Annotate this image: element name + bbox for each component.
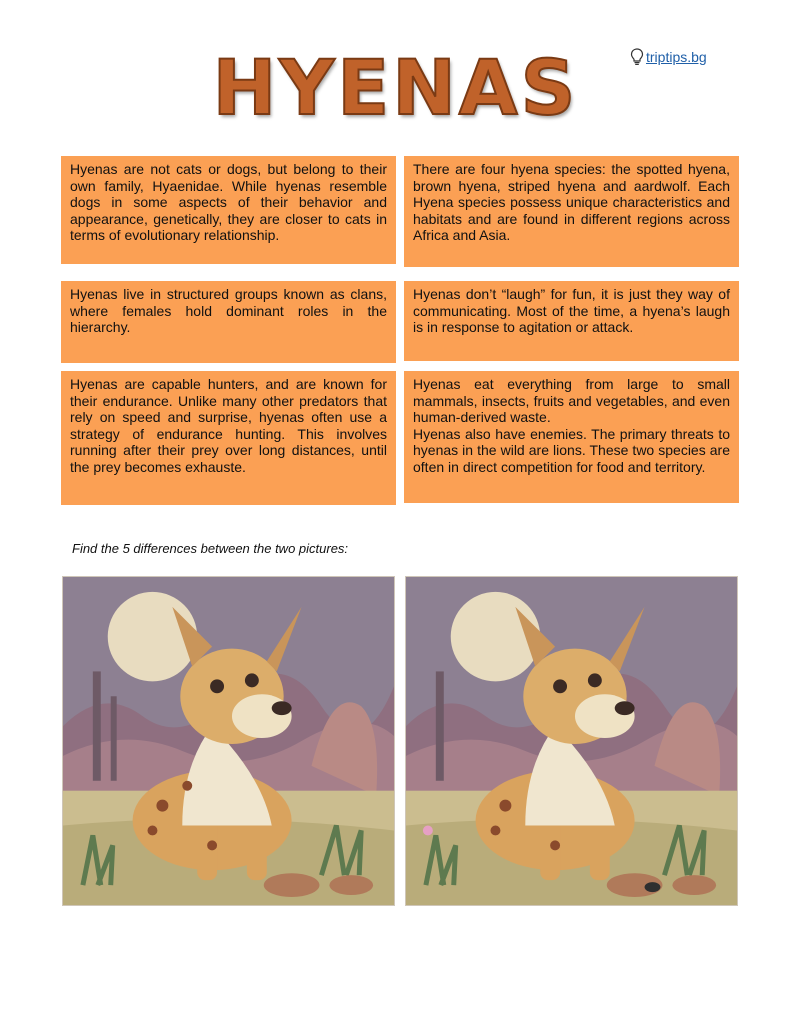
fact-box-diet bbox=[404, 371, 739, 503]
fact-text-enemies: Hyenas also have enemies. The primary threats to hyenas in the wild are lions. These two species are often in direct competition for food and territory. bbox=[413, 425, 730, 475]
fact-box-hunting bbox=[61, 371, 396, 505]
fact-text: Hyenas don’t “laugh” for fun, it is just they way of communicating. Most of the time, a hyena’s laugh is in response to agitation or attack. bbox=[413, 286, 730, 335]
fact-box-laugh bbox=[404, 281, 739, 361]
fact-box-clans bbox=[61, 281, 396, 363]
fact-text: Hyenas are not cats or dogs, but belong to their own family, Hyaenidae. While hyenas resemble dogs in some aspects of their behavior and appearance, genetically, they are closer to cats in terms of evolutionary relationship. bbox=[70, 161, 387, 243]
puzzle-instruction: Find the 5 differences between the two pictures: bbox=[72, 541, 349, 556]
fact-text: Hyenas are capable hunters, and are known for their endurance. Unlike many other predators that rely on speed and surprise, hyenas often use a strategy of endurance hunting. This involves running after their prey over long distances, until the prey becomes exhauste. bbox=[70, 376, 387, 475]
lightbulb-icon bbox=[630, 48, 644, 66]
hyena-picture-right[interactable] bbox=[405, 576, 738, 906]
fact-box-family bbox=[61, 156, 396, 264]
hyena-illustration bbox=[406, 577, 737, 905]
flower-icon bbox=[423, 825, 433, 835]
hyena-illustration bbox=[63, 577, 394, 905]
logo-link[interactable]: triptips.bg bbox=[646, 49, 707, 65]
page-title: HYENAS bbox=[212, 43, 579, 132]
hyena-picture-left[interactable] bbox=[62, 576, 395, 906]
fact-text: Hyenas live in structured groups known as clans, where females hold dominant roles in the hierarchy. bbox=[70, 286, 387, 335]
fact-text: There are four hyena species: the spotted hyena, brown hyena, striped hyena and aardwolf. Each Hyena species possess unique characteristics and habitats and are found in different regions across Africa and Asia. bbox=[413, 161, 730, 243]
site-logo[interactable] bbox=[630, 48, 707, 66]
beetle-icon bbox=[645, 882, 661, 892]
fact-box-species bbox=[404, 156, 739, 267]
fact-text: Hyenas eat everything from large to small mammals, insects, fruits and vegetables, and even human-derived waste. bbox=[413, 376, 730, 425]
